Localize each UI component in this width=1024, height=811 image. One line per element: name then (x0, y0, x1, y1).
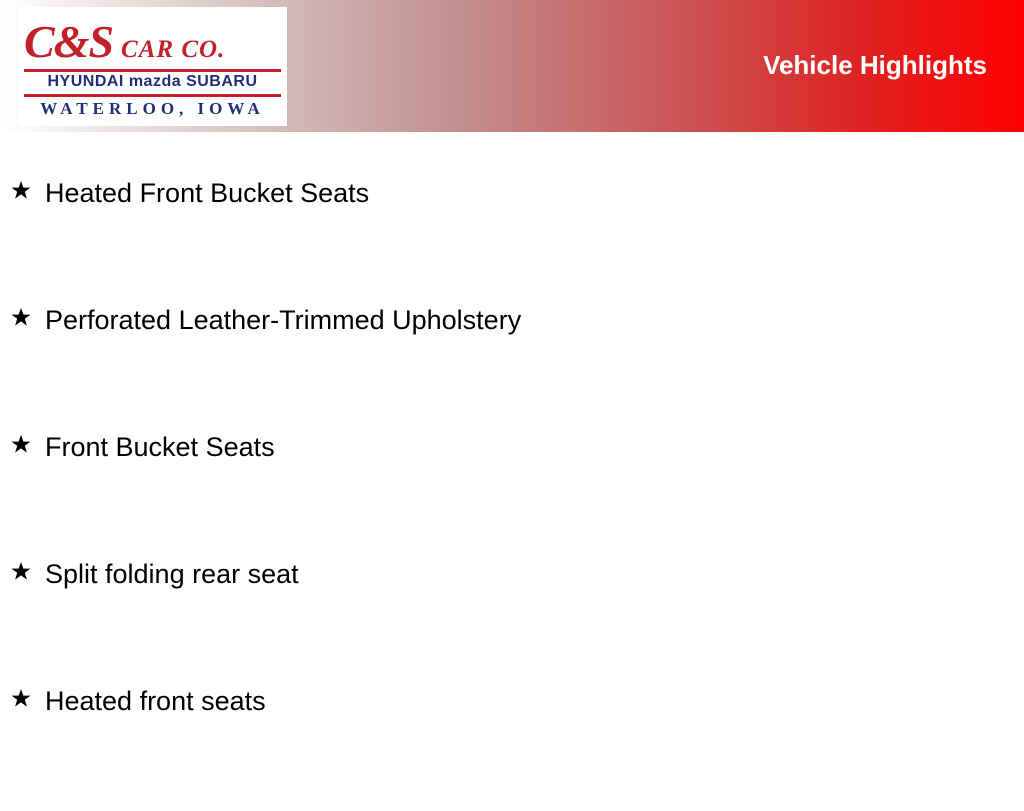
logo-divider (24, 94, 281, 97)
highlights-list (0, 176, 1024, 811)
list-item (0, 684, 1024, 811)
logo-brands: HYUNDAI mazda SUBARU (47, 73, 258, 90)
star-icon (11, 434, 31, 454)
highlight-label: Perforated Leather-Trimmed Upholstery (45, 305, 522, 335)
star-icon (11, 688, 31, 708)
header-banner (0, 0, 1024, 132)
logo-car-co: CAR CO. (121, 36, 226, 63)
highlight-label: Heated front seats (45, 686, 266, 716)
logo-cs: C&S (24, 16, 114, 67)
star-icon (11, 180, 31, 200)
dealer-logo (18, 7, 287, 126)
highlight-label: Heated Front Bucket Seats (45, 178, 370, 208)
list-item (0, 430, 1024, 557)
logo-city: WATERLOO, IOWA (40, 99, 265, 118)
star-icon (11, 561, 31, 581)
page-title: Vehicle Highlights (763, 50, 987, 80)
highlight-label: Split folding rear seat (45, 559, 299, 589)
list-item (0, 176, 1024, 303)
list-item (0, 557, 1024, 684)
highlight-label: Front Bucket Seats (45, 432, 275, 462)
logo-divider (24, 69, 281, 72)
star-icon (11, 307, 31, 327)
list-item (0, 303, 1024, 430)
logo-name (24, 15, 225, 68)
